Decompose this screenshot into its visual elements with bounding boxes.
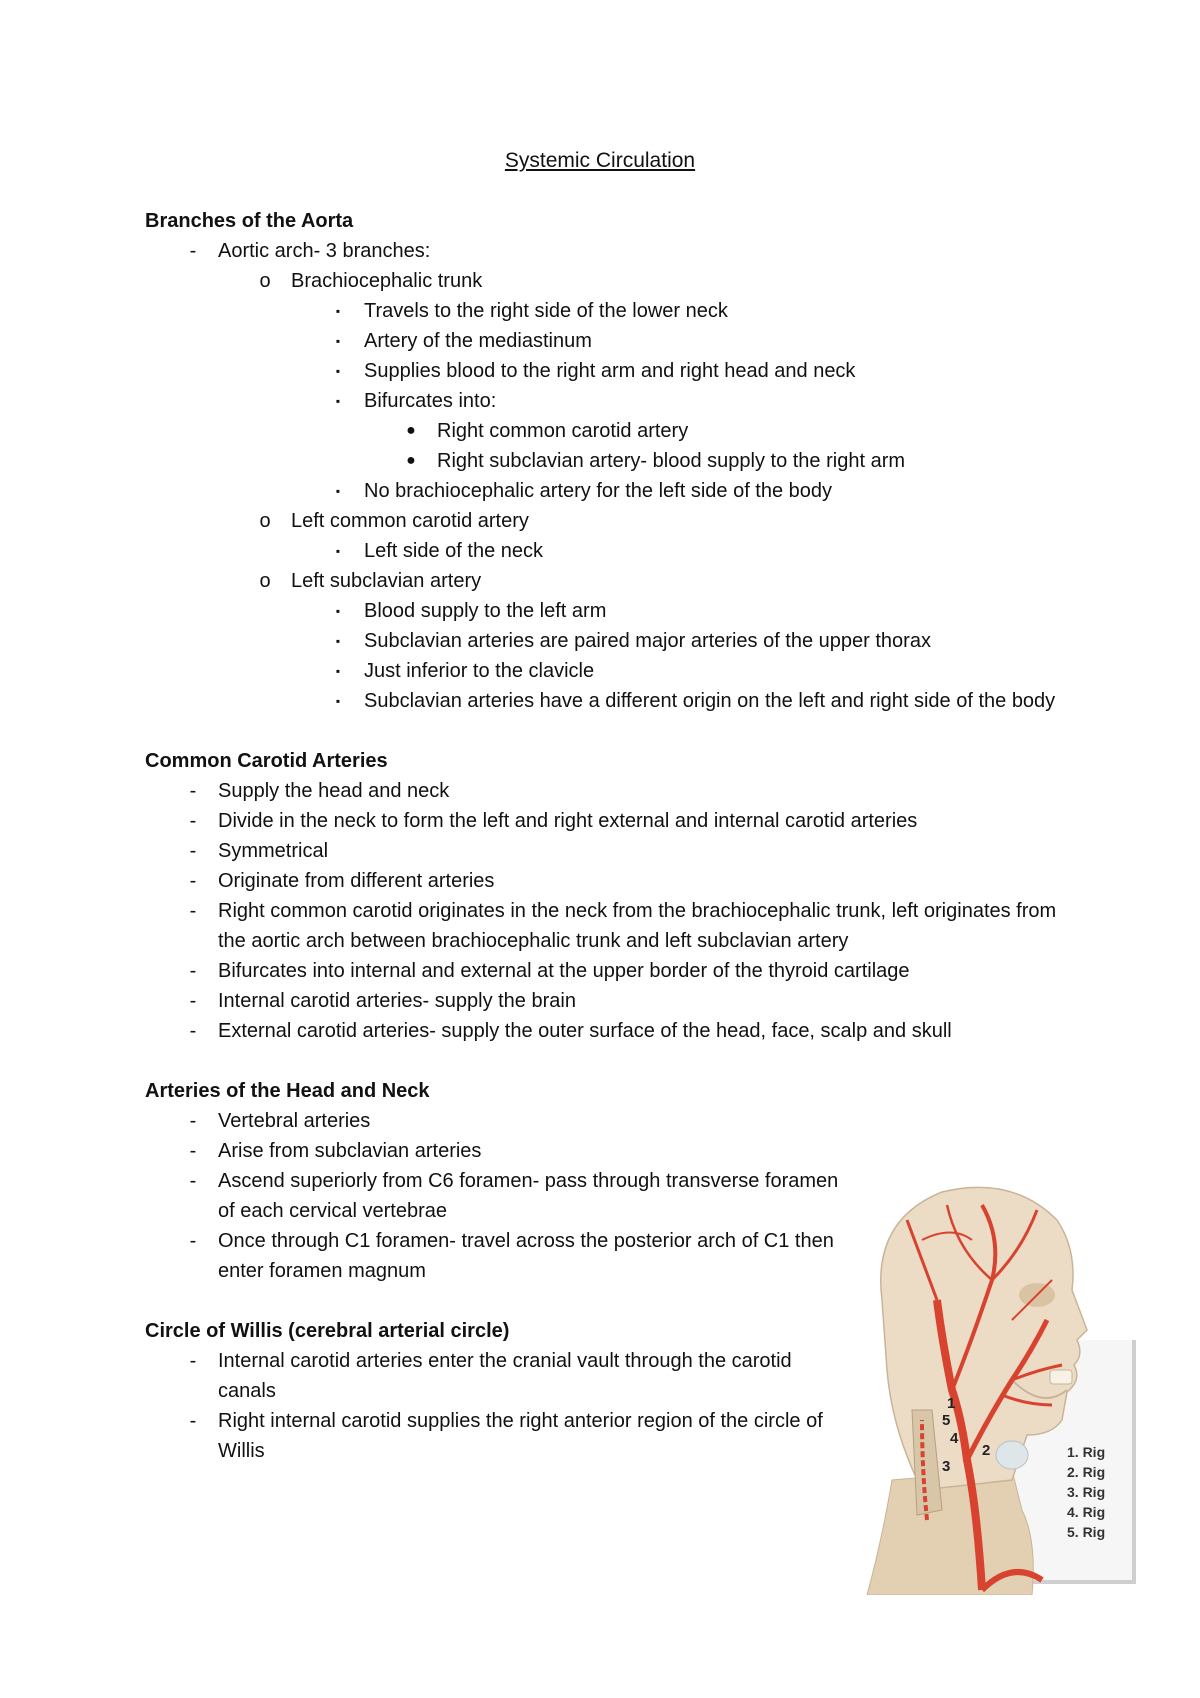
list-item: ▪ Supplies blood to the right arm and right head and neck bbox=[145, 356, 1065, 386]
list-item: ▪ Subclavian arteries have a different origin on the left and right side of the body bbox=[145, 686, 1065, 716]
dash-bullet: - bbox=[189, 240, 197, 262]
section-heading-willis: Circle of Willis (cerebral arterial circle) bbox=[145, 1320, 510, 1342]
dash-bullet: - bbox=[189, 990, 197, 1012]
circle-bullet: o bbox=[259, 570, 271, 592]
dot-bullet: ● bbox=[406, 452, 416, 469]
list-item: - Once through C1 foramen- travel across the posterior arch of C1 then enter foramen magnum bbox=[145, 1226, 845, 1286]
figure-legend bbox=[1067, 1442, 1122, 1542]
legend-item: 2. Rig bbox=[1067, 1464, 1106, 1480]
square-bullet: ▪ bbox=[335, 664, 341, 678]
list-item: - Right common carotid originates in the neck from the brachiocephalic trunk, left originates from the aortic arch between brachiocephalic trunk and left subclavian artery bbox=[145, 896, 1065, 956]
dash-bullet: - bbox=[189, 900, 197, 922]
list-item: - External carotid arteries- supply the outer surface of the head, face, scalp and skull bbox=[145, 1016, 1065, 1046]
circle-bullet: o bbox=[259, 510, 271, 532]
section-heading-aorta: Branches of the Aorta bbox=[145, 210, 354, 232]
dash-bullet: - bbox=[189, 1020, 197, 1042]
square-bullet: ▪ bbox=[335, 604, 341, 618]
dash-bullet: - bbox=[189, 810, 197, 832]
list-item: ▪ Bifurcates into: bbox=[145, 386, 1065, 416]
dash-bullet: - bbox=[189, 1410, 197, 1432]
list-item: ● Right subclavian artery- blood supply to the right arm bbox=[145, 446, 1065, 476]
list-item: - Divide in the neck to form the left and right external and internal carotid arteries bbox=[145, 806, 1065, 836]
dash-bullet: - bbox=[189, 1230, 197, 1252]
legend-item: 5. Rig bbox=[1067, 1524, 1106, 1540]
document-title: Systemic Circulation bbox=[504, 149, 696, 172]
carotid-list bbox=[145, 776, 1065, 1046]
dash-bullet: - bbox=[189, 960, 197, 982]
dash-bullet: - bbox=[189, 870, 197, 892]
dash-bullet: - bbox=[189, 1350, 197, 1372]
list-item: - Internal carotid arteries enter the cranial vault through the carotid canals bbox=[145, 1346, 845, 1406]
head-neck-list bbox=[145, 1106, 845, 1286]
square-bullet: ▪ bbox=[335, 634, 341, 648]
list-item: ● Right common carotid artery bbox=[145, 416, 1065, 446]
dash-bullet: - bbox=[189, 1110, 197, 1132]
square-bullet: ▪ bbox=[335, 694, 341, 708]
figure-callout-2: 2 bbox=[982, 1442, 991, 1459]
dot-bullet: ● bbox=[406, 422, 416, 439]
square-bullet: ▪ bbox=[335, 484, 341, 498]
list-item: ▪ Left side of the neck bbox=[145, 536, 1065, 566]
willis-list bbox=[145, 1346, 845, 1466]
square-bullet: ▪ bbox=[335, 334, 341, 348]
list-item: - Arise from subclavian arteries bbox=[145, 1136, 845, 1166]
list-item: - Internal carotid arteries- supply the brain bbox=[145, 986, 1065, 1016]
figure-callout-5: 5 bbox=[942, 1412, 951, 1429]
square-bullet: ▪ bbox=[335, 304, 341, 318]
square-bullet: ▪ bbox=[335, 544, 341, 558]
list-item: o Left subclavian artery bbox=[145, 566, 1065, 596]
list-item: o Left common carotid artery bbox=[145, 506, 1065, 536]
list-item: - Symmetrical bbox=[145, 836, 1065, 866]
list-item: - Ascend superiorly from C6 foramen- pass through transverse foramen of each cervical vertebrae bbox=[145, 1166, 845, 1226]
list-item: - Originate from different arteries bbox=[145, 866, 1065, 896]
list-item: - Supply the head and neck bbox=[145, 776, 1065, 806]
section-heading-carotid: Common Carotid Arteries bbox=[145, 750, 388, 772]
list-item: ▪ No brachiocephalic artery for the left side of the body bbox=[145, 476, 1065, 506]
list-item: o Brachiocephalic trunk bbox=[145, 266, 1065, 296]
list-item: ▪ Artery of the mediastinum bbox=[145, 326, 1065, 356]
figure-callout-4: 4 bbox=[950, 1430, 959, 1447]
circle-bullet: o bbox=[259, 270, 271, 292]
square-bullet: ▪ bbox=[335, 394, 341, 408]
square-bullet: ▪ bbox=[335, 364, 341, 378]
dash-bullet: - bbox=[189, 780, 197, 802]
list-item: - Right internal carotid supplies the right anterior region of the circle of Willis bbox=[145, 1406, 845, 1466]
aorta-list bbox=[145, 236, 1065, 716]
figure-callout-3: 3 bbox=[942, 1458, 951, 1475]
legend-item: 4. Rig bbox=[1067, 1504, 1106, 1520]
list-item: - Vertebral arteries bbox=[145, 1106, 845, 1136]
list-item: ▪ Just inferior to the clavicle bbox=[145, 656, 1065, 686]
dash-bullet: - bbox=[189, 840, 197, 862]
list-item: ▪ Blood supply to the left arm bbox=[145, 596, 1065, 626]
legend-item: 3. Rig bbox=[1067, 1484, 1106, 1500]
legend-item: 1. Rig bbox=[1067, 1444, 1106, 1460]
figure-callout-1: 1 bbox=[947, 1395, 956, 1412]
list-item: - Aortic arch- 3 branches: bbox=[145, 236, 1065, 266]
list-item: - Bifurcates into internal and external at the upper border of the thyroid cartilage bbox=[145, 956, 1065, 986]
section-heading-head-neck: Arteries of the Head and Neck bbox=[145, 1080, 430, 1102]
list-item: ▪ Travels to the right side of the lower neck bbox=[145, 296, 1065, 326]
dash-bullet: - bbox=[189, 1170, 197, 1192]
head-neck-arteries-figure bbox=[862, 1180, 1137, 1595]
list-item: ▪ Subclavian arteries are paired major arteries of the upper thorax bbox=[145, 626, 1065, 656]
dash-bullet: - bbox=[189, 1140, 197, 1162]
